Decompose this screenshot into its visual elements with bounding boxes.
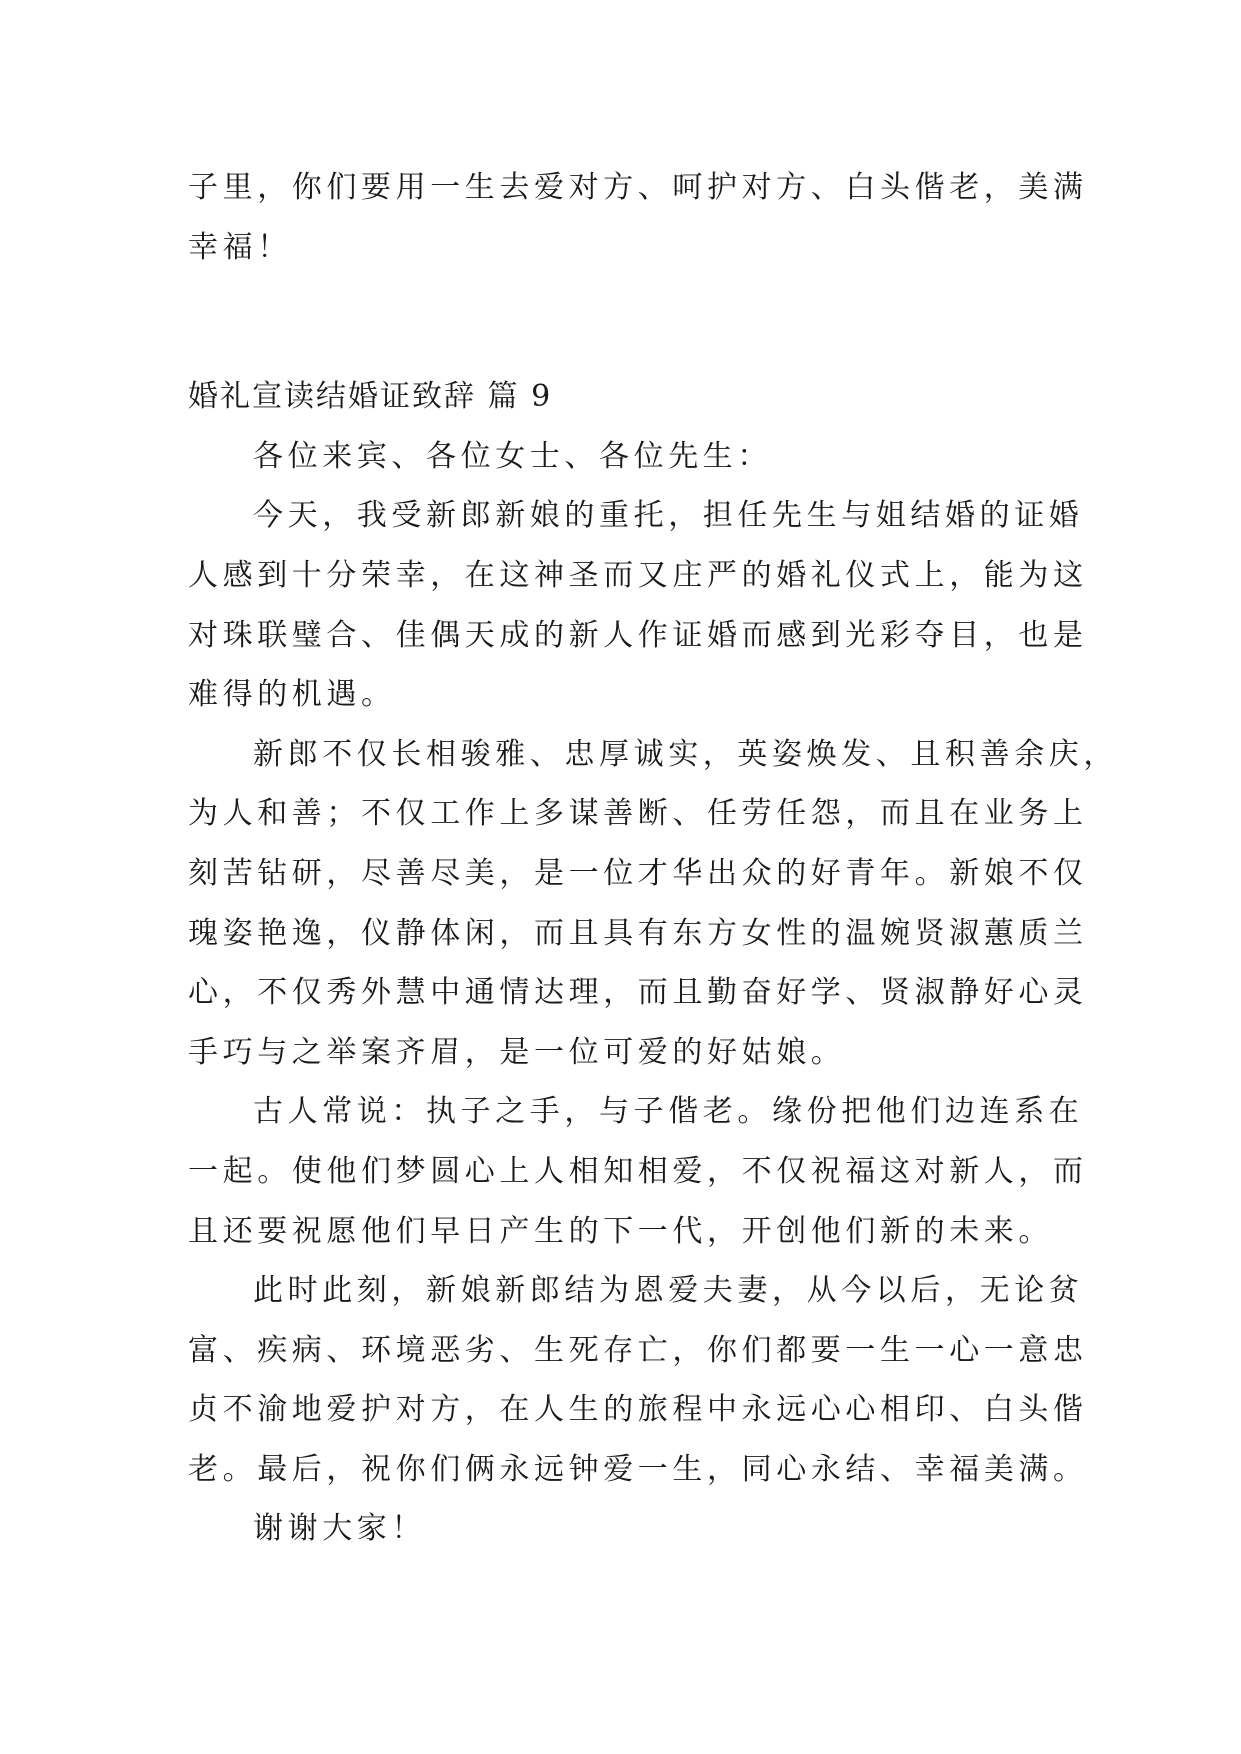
paragraph-line: 手巧与之举案齐眉，是一位可爱的好姑娘。 [188,1034,846,1070]
paragraph-line: 瑰姿艳逸，仪静体闲，而且具有东方女性的温婉贤淑蕙质兰 [188,915,1088,951]
continuation-line: 子里，你们要用一生去爱对方、呵护对方、白头偕老，美满 [188,170,1088,205]
paragraph-4 [188,1261,1088,1499]
paragraph-line: 一起。使他们梦圆心上人相知相爱，不仅祝福这对新人，而 [188,1153,1088,1189]
paragraph-line: 为人和善；不仅工作上多谋善断、任劳任怨，而且在业务上 [188,796,1088,832]
paragraph-2 [188,725,1118,1083]
paragraph-line: 富、疾病、环境恶劣、生死存亡，你们都要一生一心一意忠 [188,1332,1088,1368]
paragraph-line: 古人常说：执子之手，与子偕老。缘份把他们边连系在 [253,1094,1084,1130]
section-gap [188,277,1058,367]
paragraph-line: 新郎不仅长相骏雅、忠厚诚实，英姿焕发、且积善余庆， [253,736,1118,772]
paragraph-3 [188,1082,1088,1261]
document-body [188,158,1118,1559]
closing-line: 谢谢大家！ [253,1511,426,1547]
paragraph-line: 对珠联璧合、佳偶天成的新人作证婚而感到光彩夺目，也是 [188,617,1088,653]
paragraph-line: 人感到十分荣幸，在这神圣而又庄严的婚礼仪式上，能为这 [188,557,1088,593]
paragraph-line: 心，不仅秀外慧中通情达理，而且勤奋好学、贤淑静好心灵 [188,975,1088,1011]
paragraph-line: 老。最后，祝你们俩永远钟爱一生，同心永结、幸福美满。 [188,1451,1088,1487]
paragraph-line: 此时此刻，新娘新郎结为恩爱夫妻，从今以后，无论贫 [253,1273,1084,1309]
paragraph-1 [188,486,1088,724]
paragraph-line: 难得的机遇。 [188,677,396,713]
continuation-line: 幸福！ [188,229,292,265]
salutation: 各位来宾、各位女士、各位先生： [253,438,772,474]
paragraph-line: 贞不渝地爱护对方，在人生的旅程中永远心心相印、白头偕 [188,1392,1088,1428]
paragraph-line: 今天，我受新郎新娘的重托，担任先生与姐结婚的证婚 [253,498,1084,534]
paragraph-line: 且还要祝愿他们早日产生的下一代，开创他们新的未来。 [188,1213,1053,1249]
paragraph-line: 刻苦钻研，尽善尽美，是一位才华出众的好青年。新娘不仅 [188,855,1088,891]
section-title: 婚礼宣读结婚证致辞 篇 9 [188,379,553,415]
